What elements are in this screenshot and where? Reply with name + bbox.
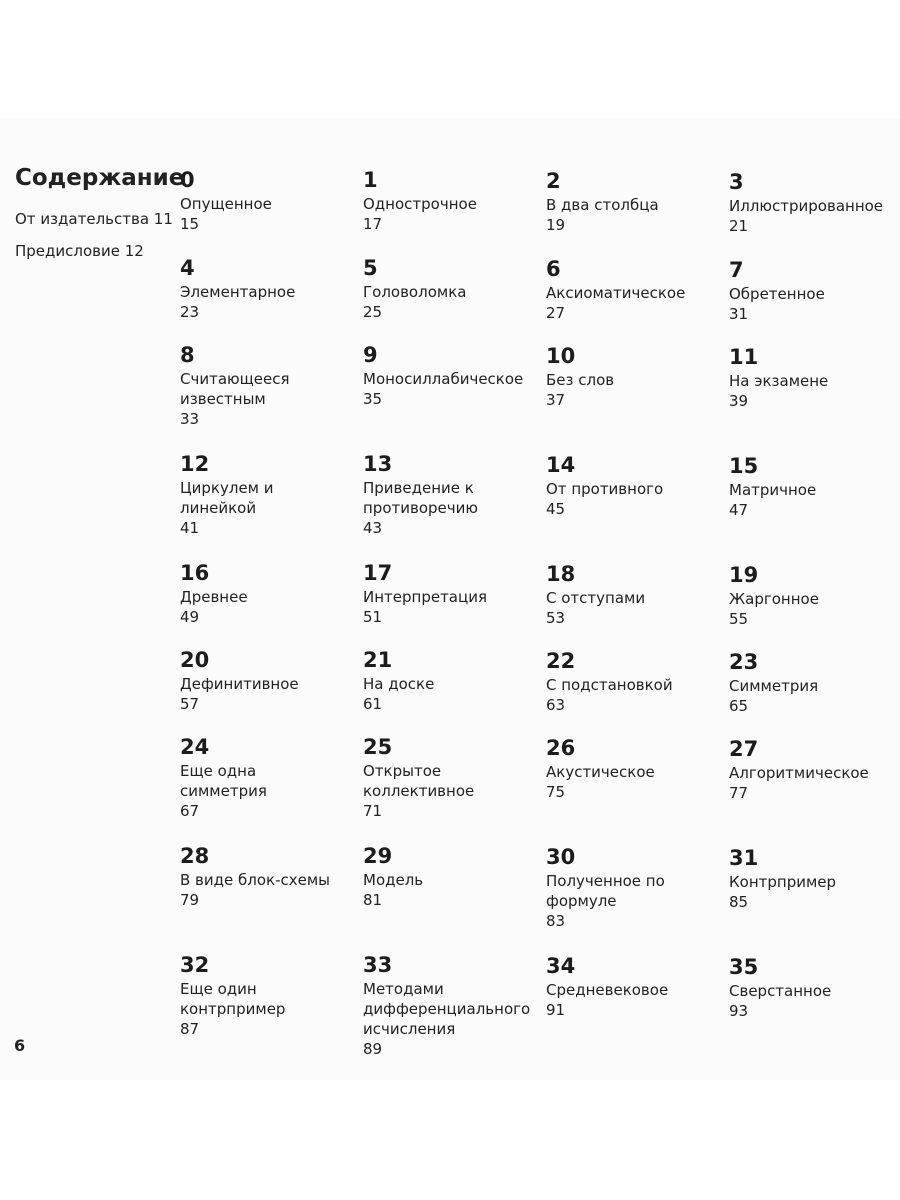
chapter-title: С отступами	[546, 589, 646, 607]
toc-entry	[546, 256, 716, 323]
chapter-page: 57	[180, 695, 200, 713]
chapter-page: 83	[546, 912, 566, 930]
toc-entry	[180, 255, 350, 322]
chapter-title: С подстановкой	[546, 676, 673, 694]
chapter-title: В два столбца	[546, 196, 659, 214]
chapter-page: 35	[363, 390, 383, 408]
chapter-title: Головоломка	[363, 283, 467, 301]
toc-entry	[180, 451, 310, 538]
chapter-page: 39	[729, 392, 749, 410]
chapter-number: 16	[180, 561, 210, 585]
chapter-number: 34	[546, 954, 576, 978]
toc-entry	[729, 954, 899, 1021]
chapter-page: 19	[546, 216, 566, 234]
chapter-number: 3	[729, 170, 744, 194]
toc-entry	[363, 734, 483, 821]
chapter-number: 11	[729, 345, 759, 369]
chapter-page: 91	[546, 1001, 566, 1019]
chapter-number: 21	[363, 648, 393, 672]
chapter-title: Алгоритмическое	[729, 764, 869, 782]
toc-entry	[729, 344, 899, 411]
toc-entry	[363, 647, 533, 714]
chapter-title: Моносиллабическое	[363, 370, 524, 388]
chapter-number: 35	[729, 955, 759, 979]
toc-entry	[180, 342, 310, 429]
chapter-page: 61	[363, 695, 383, 713]
chapter-title: Средневековое	[546, 981, 669, 999]
toc-entry	[729, 845, 899, 912]
chapter-title: Без слов	[546, 371, 615, 389]
toc-entry	[729, 453, 899, 520]
chapter-title: Открытое коллективное	[363, 762, 475, 800]
chapter-page: 63	[546, 696, 566, 714]
toc-entry	[546, 168, 716, 235]
chapter-number: 0	[180, 168, 195, 192]
chapter-title: Однострочное	[363, 195, 477, 213]
chapter-number: 17	[363, 561, 393, 585]
chapter-title: Методами дифференциального исчисления	[363, 980, 531, 1038]
toc-entry	[363, 255, 533, 322]
chapter-number: 26	[546, 736, 576, 760]
toc-entry	[546, 648, 716, 715]
toc-entry	[180, 560, 350, 627]
chapter-page: 51	[363, 608, 383, 626]
chapter-page: 89	[363, 1040, 383, 1058]
chapter-page: 67	[180, 802, 200, 820]
chapter-page: 77	[729, 784, 749, 802]
chapter-number: 19	[729, 563, 759, 587]
chapter-number: 20	[180, 648, 210, 672]
toc-entry	[363, 843, 533, 910]
chapter-page: 75	[546, 783, 566, 801]
chapter-title: Древнее	[180, 588, 248, 606]
chapter-number: 29	[363, 844, 393, 868]
chapter-number: 24	[180, 735, 210, 759]
chapter-number: 18	[546, 562, 576, 586]
chapter-number: 27	[729, 737, 759, 761]
toc-entry	[729, 562, 899, 629]
chapter-number: 4	[180, 256, 195, 280]
chapter-number: 23	[729, 650, 759, 674]
chapter-page: 23	[180, 303, 200, 321]
chapter-number: 2	[546, 169, 561, 193]
toc-entry	[729, 649, 899, 716]
toc-entry	[729, 257, 899, 324]
chapter-page: 15	[180, 215, 200, 233]
toc-entry	[363, 342, 533, 409]
chapter-title: В виде блок-схемы	[180, 871, 331, 889]
chapter-number: 12	[180, 452, 210, 476]
chapter-page: 79	[180, 891, 200, 909]
chapter-page: 33	[180, 410, 200, 428]
chapter-page: 71	[363, 802, 383, 820]
toc-entry	[546, 735, 716, 802]
chapter-title: Опущенное	[180, 195, 272, 213]
chapter-number: 22	[546, 649, 576, 673]
chapter-title: Элементарное	[180, 283, 296, 301]
toc-entry	[546, 561, 716, 628]
chapter-page: 93	[729, 1002, 749, 1020]
chapter-page: 41	[180, 519, 200, 537]
chapter-page: 65	[729, 697, 749, 715]
toc-entry	[363, 560, 533, 627]
chapter-title: Симметрия	[729, 677, 819, 695]
chapter-title: Приведение к противоречию	[363, 479, 478, 517]
toc-entry	[180, 167, 350, 234]
chapter-title: Интерпретация	[363, 588, 487, 606]
toc-entry	[729, 169, 899, 236]
chapter-page: 45	[546, 500, 566, 518]
toc-entry	[180, 734, 290, 821]
chapter-number: 15	[729, 454, 759, 478]
chapter-number: 8	[180, 343, 195, 367]
toc-entry	[180, 647, 350, 714]
chapter-title: Дефинитивное	[180, 675, 299, 693]
chapter-number: 25	[363, 735, 393, 759]
chapter-number: 14	[546, 453, 576, 477]
chapter-number: 30	[546, 845, 576, 869]
chapter-title: Матричное	[729, 481, 817, 499]
toc-heading: Содержание	[15, 165, 185, 191]
chapter-page: 81	[363, 891, 383, 909]
chapter-page: 43	[363, 519, 383, 537]
toc-entry	[546, 844, 676, 931]
chapter-title: Сверстанное	[729, 982, 832, 1000]
chapter-number: 9	[363, 343, 378, 367]
toc-entry	[363, 451, 493, 538]
chapter-page: 37	[546, 391, 566, 409]
chapter-number: 5	[363, 256, 378, 280]
chapter-title: Аксиоматическое	[546, 284, 686, 302]
toc-entry	[729, 736, 899, 803]
chapter-page: 31	[729, 305, 749, 323]
chapter-number: 31	[729, 846, 759, 870]
chapter-title: Еще одна симметрия	[180, 762, 267, 800]
chapter-number: 1	[363, 168, 378, 192]
toc-entry	[363, 167, 533, 234]
toc-entry	[180, 843, 350, 910]
chapter-title: Иллюстрированное	[729, 197, 884, 215]
toc-entry	[546, 343, 716, 410]
chapter-title: На экзамене	[729, 372, 829, 390]
toc-entry	[363, 952, 531, 1059]
toc-entry	[546, 452, 716, 519]
chapter-title: Циркулем и линейкой	[180, 479, 274, 517]
front-matter-foreword-publisher: От издательства 11	[15, 210, 173, 228]
chapter-title: Обретенное	[729, 285, 825, 303]
chapter-number: 13	[363, 452, 393, 476]
chapter-page: 49	[180, 608, 200, 626]
chapter-title: Полученное по формуле	[546, 872, 665, 910]
chapter-title: Еще один контрпример	[180, 980, 286, 1018]
chapter-page: 17	[363, 215, 383, 233]
chapter-page: 55	[729, 610, 749, 628]
chapter-page: 87	[180, 1020, 200, 1038]
page-number: 6	[14, 1036, 26, 1055]
chapter-number: 6	[546, 257, 561, 281]
chapter-title: На доске	[363, 675, 435, 693]
chapter-number: 32	[180, 953, 210, 977]
chapter-title: От противного	[546, 480, 664, 498]
chapter-number: 10	[546, 344, 576, 368]
chapter-title: Акустическое	[546, 763, 655, 781]
chapter-page: 21	[729, 217, 749, 235]
chapter-title: Контрпример	[729, 873, 837, 891]
chapter-page: 53	[546, 609, 566, 627]
front-matter-preface: Предисловие 12	[15, 242, 144, 260]
chapter-number: 28	[180, 844, 210, 868]
chapter-page: 85	[729, 893, 749, 911]
chapter-title: Считающееся известным	[180, 370, 290, 408]
chapter-page: 27	[546, 304, 566, 322]
chapter-title: Модель	[363, 871, 424, 889]
chapter-number: 7	[729, 258, 744, 282]
chapter-title: Жаргонное	[729, 590, 819, 608]
toc-entry	[546, 953, 716, 1020]
chapter-page: 25	[363, 303, 383, 321]
toc-entry	[180, 952, 295, 1039]
chapter-number: 33	[363, 953, 393, 977]
chapter-page: 47	[729, 501, 749, 519]
